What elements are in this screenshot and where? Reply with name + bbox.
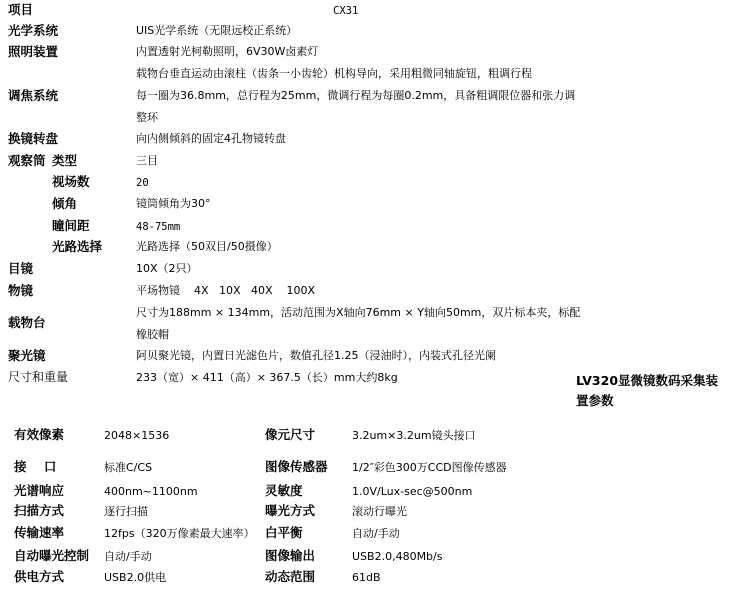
camera-spec-value: 自动/手动	[352, 527, 400, 540]
tube-type-label: 类型	[52, 153, 78, 168]
eyepiece-label: 目镜	[8, 261, 34, 276]
observation-tube-label: 观察筒	[8, 153, 46, 168]
camera-spec-label: 扫描方式	[14, 503, 65, 518]
field-number-label: 视场数	[52, 174, 90, 189]
tilt-label: 倾角	[52, 196, 78, 211]
camera-spec-value: USB2.0供电	[104, 571, 167, 584]
camera-spec-label: 接 口	[14, 459, 57, 474]
camera-spec-value: USB2.0,480Mb/s	[352, 550, 443, 563]
interpupillary-label: 瞳间距	[52, 218, 90, 233]
camera-spec-value: 400nm~1100nm	[104, 485, 198, 498]
camera-spec-title-1: LV320显微镜数码采集装	[576, 373, 719, 388]
illumination-value: 内置透射光柯勒照明，6V30W卤素灯	[136, 45, 319, 58]
camera-spec-value: 自动/手动	[104, 550, 152, 563]
objective-label: 物镜	[8, 283, 34, 298]
illumination-label: 照明装置	[8, 44, 59, 59]
camera-spec-title-2: 置参数	[576, 393, 614, 408]
condenser-value: 阿贝聚光镜，内置日光滤色片，数值孔径1.25（浸油时），内装式孔径光阑	[136, 349, 496, 362]
camera-spec-label: 供电方式	[14, 569, 65, 584]
tube-type-value: 三目	[136, 154, 158, 167]
camera-spec-value: 逐行扫描	[104, 505, 148, 518]
size-weight-label: 尺寸和重量	[8, 370, 69, 384]
camera-spec-label: 图像输出	[265, 548, 316, 563]
camera-spec-value: 61dB	[352, 571, 381, 584]
stage-value-1: 尺寸为188mm × 134mm，活动范围为X轴向76mm × Y轴向50mm，双片标本夹，标配	[136, 306, 581, 319]
nosepiece-label: 换镜转盘	[8, 131, 59, 146]
camera-spec-label: 有效像素	[14, 427, 65, 442]
tilt-value: 镜筒倾角为30°	[136, 197, 211, 210]
focus-system-value-1: 每一圈为36.8mm，总行程为25mm，微调行程为每圈0.2mm，具备粗调限位器和张力调	[136, 89, 576, 102]
camera-spec-label: 白平衡	[265, 525, 303, 540]
nosepiece-value: 向内侧倾斜的固定4孔物镜转盘	[136, 132, 286, 145]
optical-system-value: UIS光学系统（无限远校正系统）	[136, 24, 298, 37]
camera-spec-label: 动态范围	[265, 569, 316, 584]
focus-system-value-2: 整环	[136, 111, 158, 124]
stage-drive-value: 载物台垂直运动由滚柱（齿条一小齿轮）机构导向，采用粗微同轴旋钮，粗调行程	[136, 67, 532, 80]
camera-spec-label: 曝光方式	[265, 503, 316, 518]
header-model-label: CX31	[333, 5, 359, 17]
camera-spec-value: 3.2um×3.2um镜头接口	[352, 429, 476, 442]
camera-spec-value: 12fps（320万像素最大速率）	[104, 527, 255, 540]
optical-system-label: 光学系统	[8, 23, 59, 38]
camera-spec-value: 2048×1536	[104, 429, 170, 442]
camera-spec-label: 传输速率	[14, 525, 65, 540]
light-path-label: 光路选择	[52, 239, 103, 254]
size-weight-value: 233（宽）× 411（高）× 367.5（长）mm大约8kg	[136, 371, 398, 384]
camera-spec-value: 滚动行曝光	[352, 505, 407, 518]
camera-spec-label: 自动曝光控制	[14, 548, 90, 563]
header-item-label: 项目	[8, 2, 34, 17]
eyepiece-value: 10X（2只）	[136, 262, 198, 275]
focus-system-label: 调焦系统	[8, 88, 59, 103]
camera-spec-value: 1.0V/Lux-sec@500nm	[352, 485, 473, 498]
field-number-value: 20	[136, 177, 149, 189]
stage-label: 载物台	[8, 315, 46, 330]
camera-spec-value: 1/2″彩色300万CCD图像传感器	[352, 461, 507, 474]
camera-spec-label: 图像传感器	[265, 459, 328, 474]
camera-spec-label: 灵敏度	[265, 483, 303, 498]
light-path-value: 光路选择（50双目/50摄像）	[136, 240, 278, 253]
interpupillary-value: 48-75mm	[136, 221, 181, 233]
camera-spec-label: 光谱响应	[14, 483, 65, 498]
camera-spec-label: 像元尺寸	[265, 427, 316, 442]
condenser-label: 聚光镜	[8, 348, 46, 363]
stage-value-2: 橡胶帽	[136, 328, 169, 341]
camera-spec-value: 标准C/CS	[104, 461, 153, 474]
objective-value: 平场物镜 4X 10X 40X 100X	[136, 284, 316, 297]
